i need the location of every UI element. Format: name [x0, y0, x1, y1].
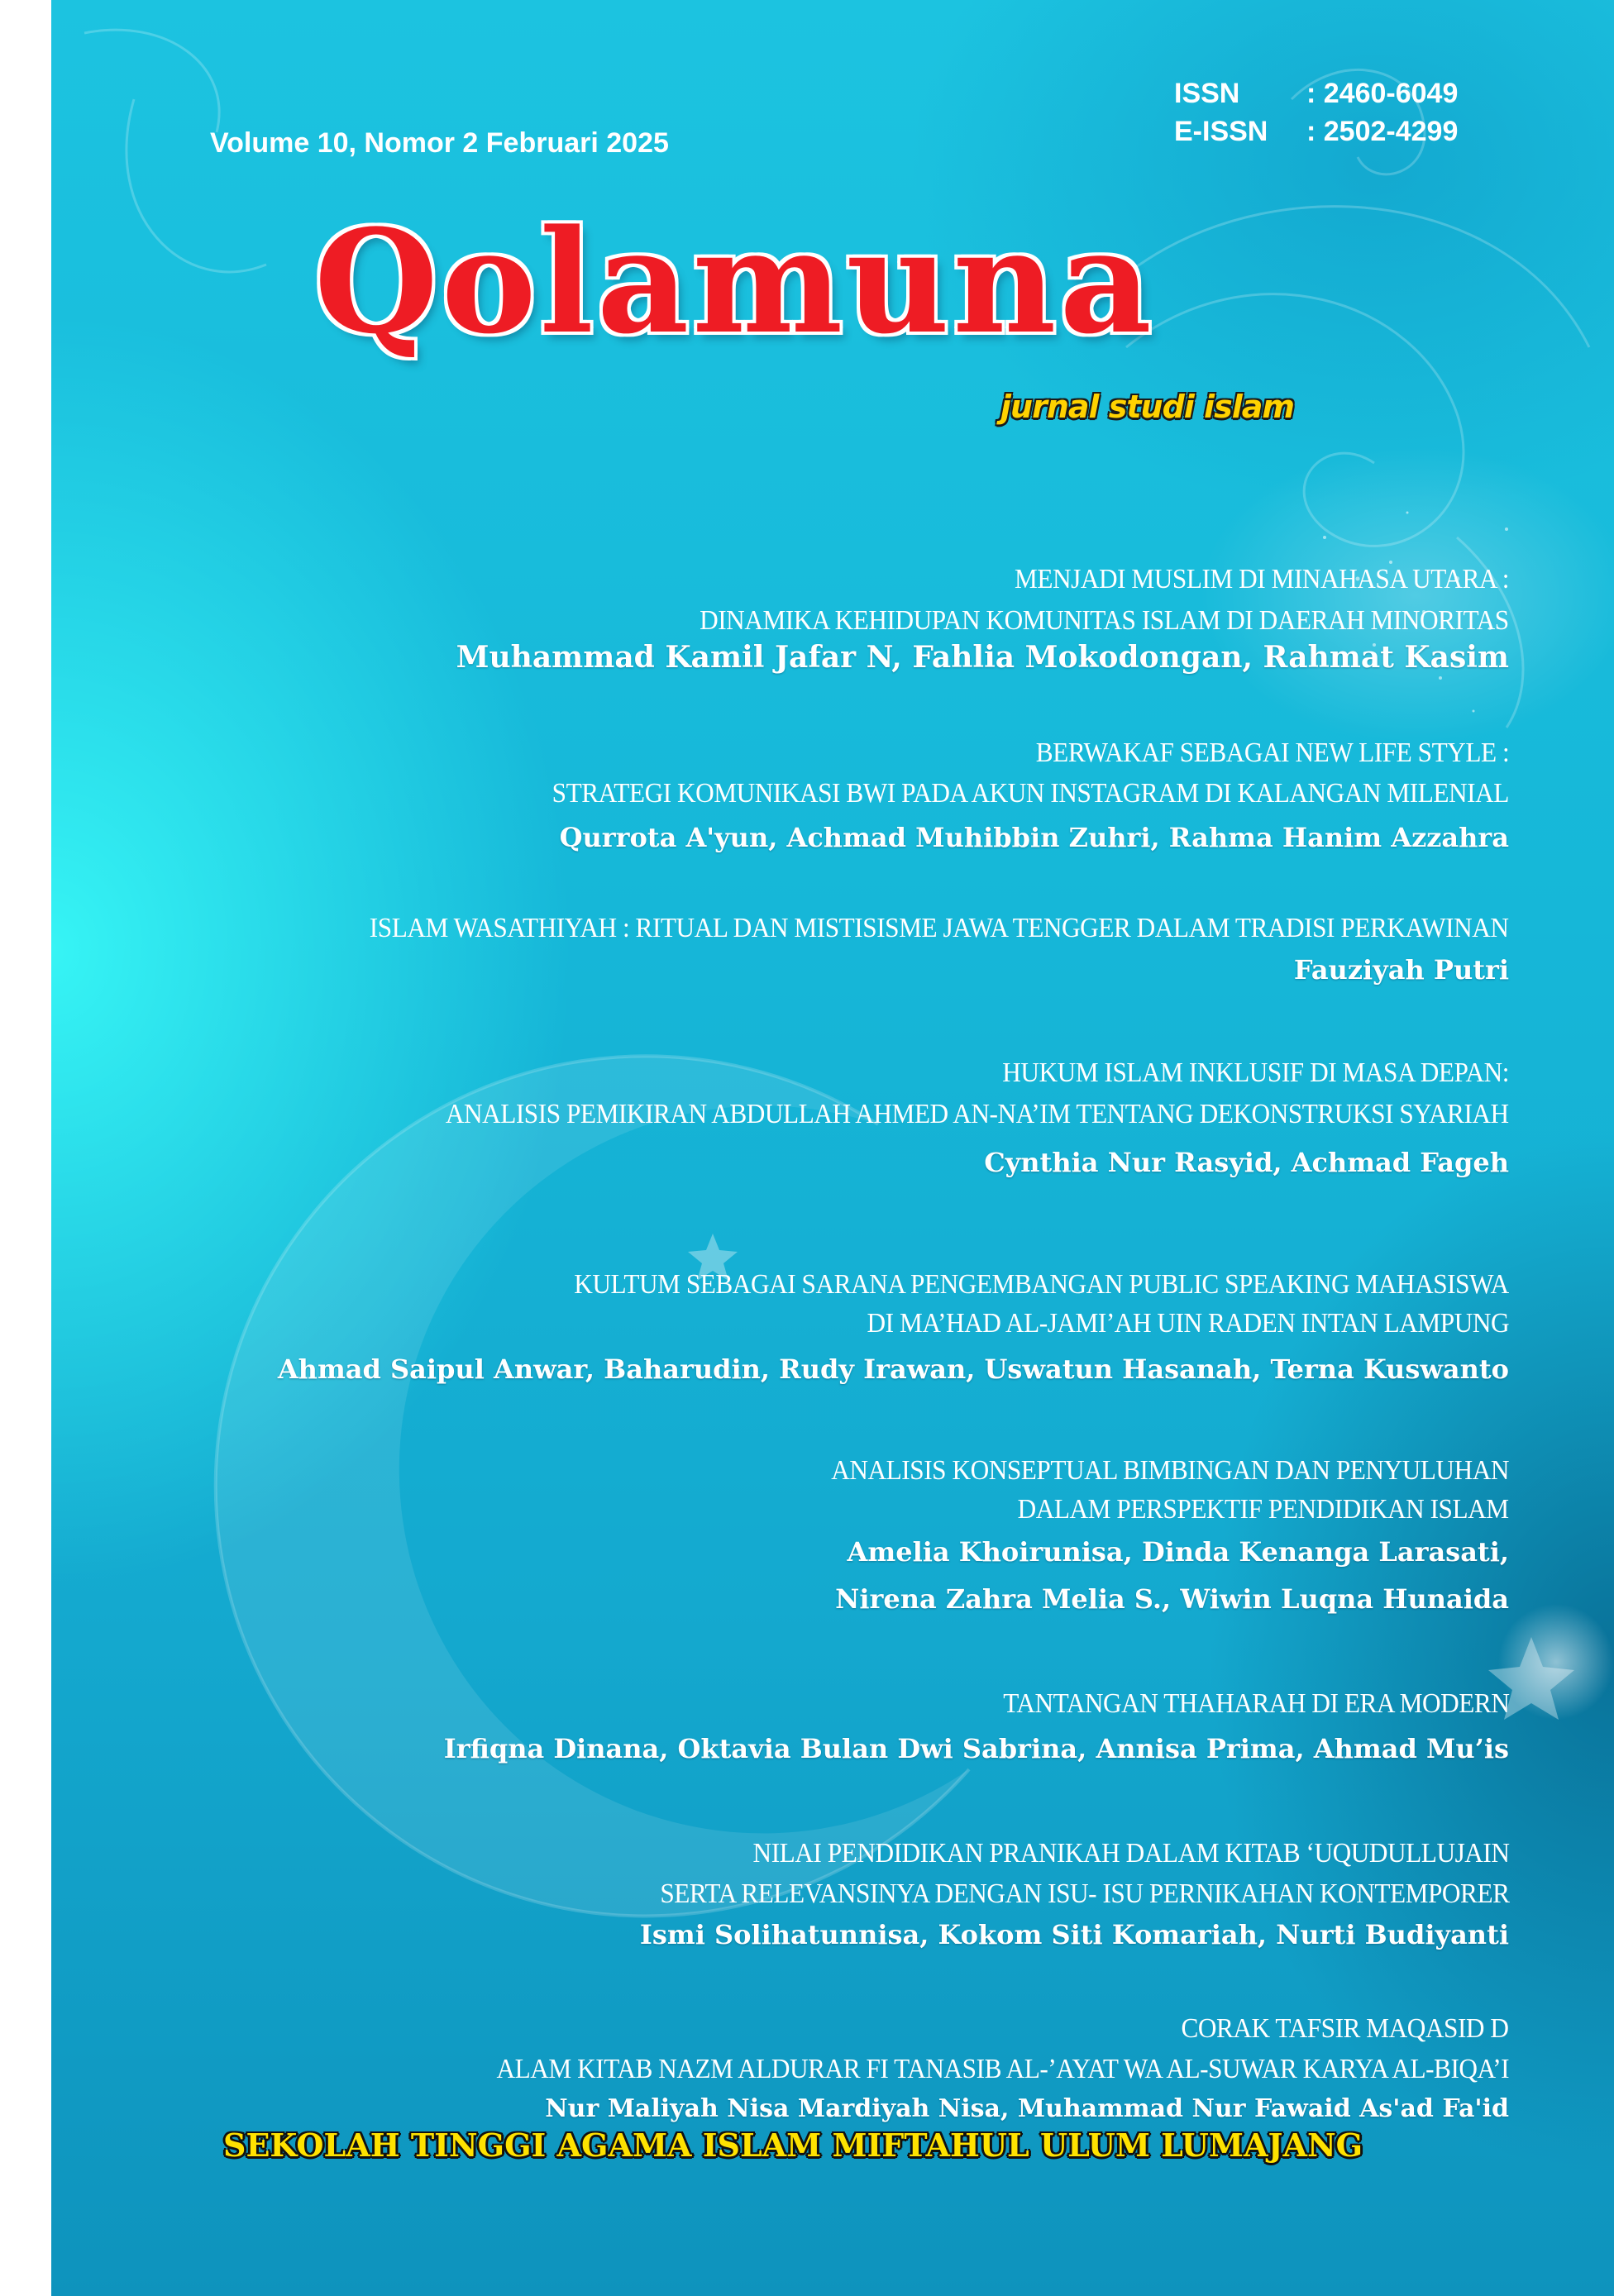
eissn-value: : 2502-4299: [1306, 116, 1459, 147]
article-title-line: BERWAKAF SEBAGAI NEW LIFE STYLE :: [1035, 737, 1509, 768]
article-title-line: DALAM PERSPEKTIF PENDIDIKAN ISLAM: [1018, 1494, 1509, 1525]
article-title-line: STRATEGI KOMUNIKASI BWI PADA AKUN INSTAGRAM DI KALANGAN MILENIAL: [552, 778, 1509, 809]
article-title-line: ANALISIS KONSEPTUAL BIMBINGAN DAN PENYULUHAN: [831, 1455, 1509, 1486]
article-authors: Ahmad Saipul Anwar, Baharudin, Rudy Irawan, Uswatun Hasanah, Terna Kuswanto: [277, 1353, 1509, 1385]
article-title-line: TANTANGAN THAHARAH DI ERA MODERN: [1002, 1688, 1509, 1719]
article-title-line: SERTA RELEVANSINYA DENGAN ISU- ISU PERNIKAHAN KONTEMPORER: [659, 1878, 1509, 1909]
journal-subtitle: jurnal studi islam: [1000, 389, 1294, 425]
article-title-line: HUKUM ISLAM INKLUSIF DI MASA DEPAN:: [1002, 1057, 1509, 1088]
article-authors: Ismi Solihatunnisa, Kokom Siti Komariah, Nurti Budiyanti: [639, 1919, 1509, 1950]
article-authors: Fauziyah Putri: [1293, 954, 1509, 986]
article-authors: Nur Maliyah Nisa Mardiyah Nisa, Muhammad Nur Fawaid As'ad Fa'id: [545, 2094, 1509, 2123]
article-authors: Amelia Khoirunisa, Dinda Kenanga Larasati,: [847, 1536, 1509, 1568]
article-title-line: DINAMIKA KEHIDUPAN KOMUNITAS ISLAM DI DAERAH MINORITAS: [700, 605, 1509, 636]
publisher-name: SEKOLAH TINGGI AGAMA ISLAM MIFTAHUL ULUM LUMAJANG: [223, 2127, 1363, 2164]
eissn-line: [1174, 116, 1458, 148]
article-title-line: CORAK TAFSIR MAQASID D: [1181, 2013, 1509, 2044]
article-title-line: DI MA’HAD AL-JAMI’AH UIN RADEN INTAN LAMPUNG: [867, 1308, 1509, 1339]
eissn-label: E-ISSN: [1174, 116, 1268, 147]
volume-info: Volume 10, Nomor 2 Februari 2025: [210, 127, 669, 159]
article-title-line: KULTUM SEBAGAI SARANA PENGEMBANGAN PUBLIC SPEAKING MAHASISWA: [574, 1269, 1509, 1300]
article-title-line: ISLAM WASATHIYAH : RITUAL DAN MISTISISME JAWA TENGGER DALAM TRADISI PERKAWINAN: [370, 913, 1509, 943]
article-title-line: ANALISIS PEMIKIRAN ABDULLAH AHMED AN-NA’IM TENTANG DEKONSTRUKSI SYARIAH: [446, 1099, 1509, 1129]
article-title-line: MENJADI MUSLIM DI MINAHASA UTARA :: [1015, 564, 1509, 594]
article-authors: Irfiqna Dinana, Oktavia Bulan Dwi Sabrina, Annisa Prima, Ahmad Mu’is: [443, 1733, 1509, 1764]
journal-title: Qolamuna: [314, 198, 1155, 365]
article-title-line: NILAI PENDIDIKAN PRANIKAH DALAM KITAB ‘UQUDULLUJAIN: [752, 1838, 1509, 1869]
article-authors: Muhammad Kamil Jafar N, Fahlia Mokodongan, Rahmat Kasim: [456, 640, 1509, 675]
article-title-line: ALAM KITAB NAZM ALDURAR FI TANASIB AL-’AYAT WA AL-SUWAR KARYA AL-BIQA’I: [496, 2054, 1509, 2084]
issn-line: [1174, 78, 1458, 110]
article-authors: Nirena Zahra Melia S., Wiwin Luqna Hunaida: [835, 1583, 1509, 1615]
issn-value: : 2460-6049: [1306, 78, 1459, 109]
article-authors: Qurrota A'yun, Achmad Muhibbin Zuhri, Rahma Hanim Azzahra: [559, 822, 1509, 853]
journal-cover: [51, 0, 1614, 2296]
article-authors: Cynthia Nur Rasyid, Achmad Fageh: [984, 1147, 1509, 1178]
issn-label: ISSN: [1174, 78, 1240, 109]
